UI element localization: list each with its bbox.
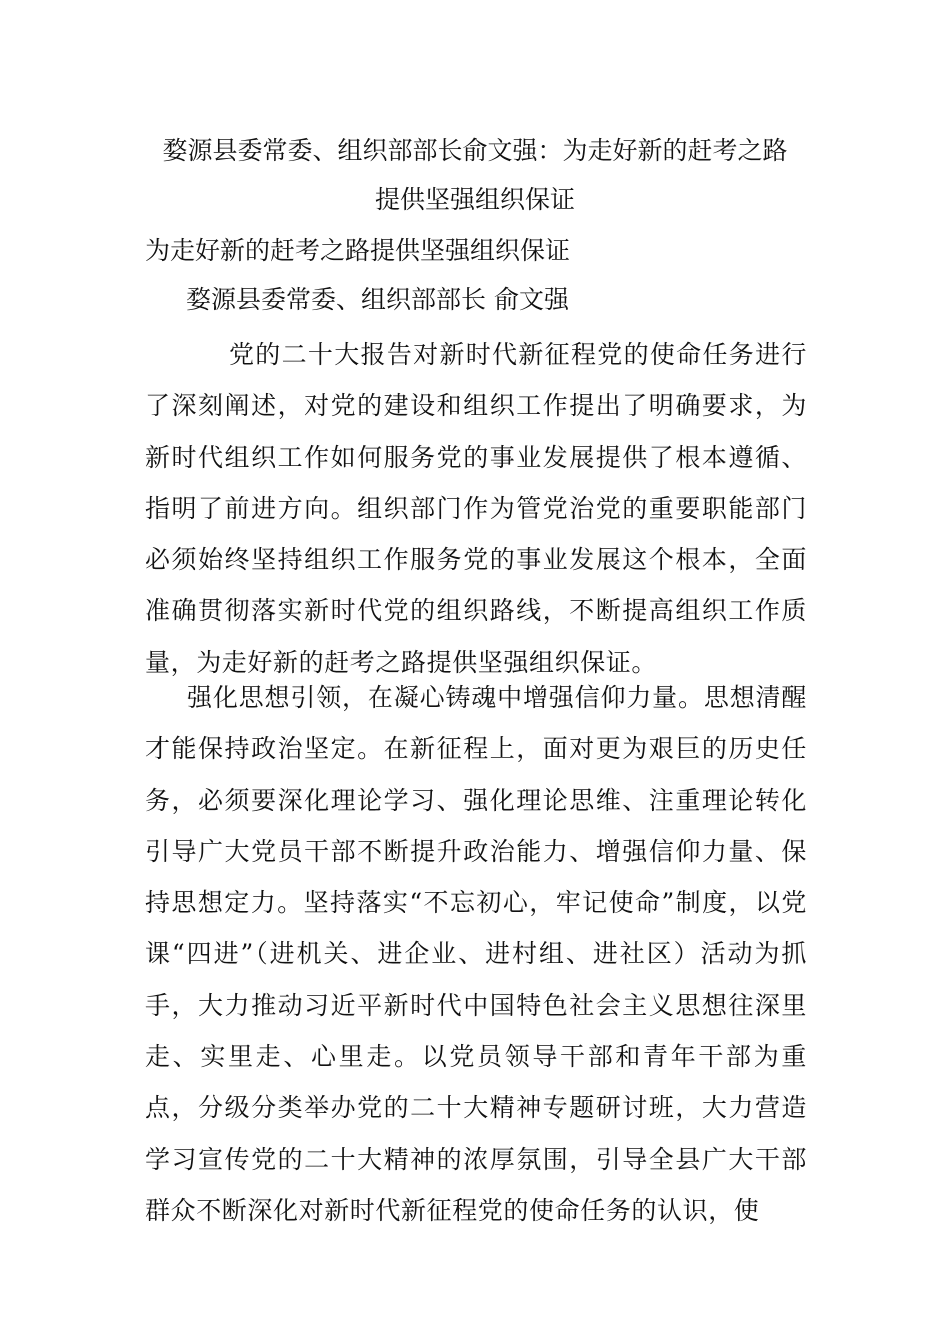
article-subtitle: 为走好新的赶考之路提供坚强组织保证 <box>145 236 571 265</box>
document-title-line-2: 提供坚强组织保证 <box>374 185 575 214</box>
author-line: 婺源县委常委、组织部部长 俞文强 <box>186 285 569 314</box>
document-title-line-1: 婺源县委常委、组织部部长俞文强：为走好新的赶考之路 <box>162 136 788 165</box>
body-paragraph-2: 强化思想引领，在凝心铸魂中增强信仰力量。思想清醒才能保持政治坚定。在新征程上，面对更为艰巨的历史任务，必须要深化理论学习、强化理论思维、注重理论转化引导广大党员干部不断提升政治能力、增强信仰力量、保持思想定力。坚持落实“不忘初心，牢记使命”制度，以党课“四进”（进机关、进企业、进村组、进社区）活动为抓手，大力推动习近平新时代中国特色社会主义思想往深里走、实里走、心里走。以党员领导干部和青年干部为重点，分级分类举办党的二十大精神专题研讨班，大力营造学习宣传党的二十大精神的浓厚氛围，引导全县广大干部群众不断深化对新时代新征程党的使命任务的认识，使 <box>145 683 807 1225</box>
body-paragraph-1: 党的二十大报告对新时代新征程党的使命任务进行了深刻阐述，对党的建设和组织工作提出了明确要求，为新时代组织工作如何服务党的事业发展提供了根本遵循、指明了前进方向。组织部门作为管党治党的重要职能部门必须始终坚持组织工作服务党的事业发展这个根本，全面准确贯彻落实新时代党的组织路线，不断提高组织工作质量，为走好新的赶考之路提供坚强组织保证。 <box>145 340 807 677</box>
